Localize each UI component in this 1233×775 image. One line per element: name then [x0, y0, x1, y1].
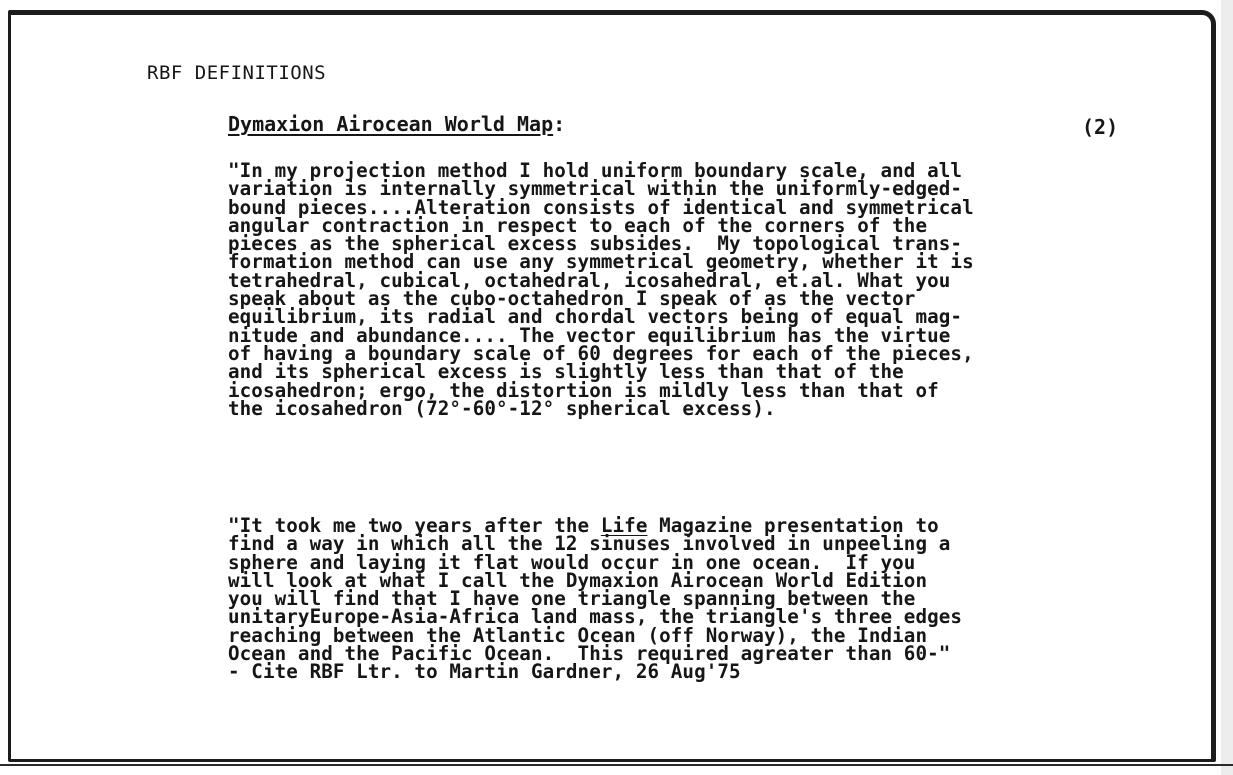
magazine-title: Life: [600, 514, 648, 537]
entry-title-colon: :: [553, 112, 566, 136]
bottom-rule: [0, 764, 1233, 766]
quote-paragraph-1: [228, 159, 974, 420]
quote-line: find a way in which all the 12 sinuses involved in unpeeling a: [228, 532, 951, 556]
quote-line: speak about as the cubo-octahedron I speak of as the vector: [228, 287, 916, 311]
quote-line: icosahedron; ergo, the distortion is mildly less than that of: [228, 378, 939, 402]
quote-line-start: "It took me two years after the: [228, 514, 601, 537]
quote-line: variation is internally symmetrical within the uniformly-edged-: [228, 177, 963, 201]
quote-line: bound pieces....Alteration consists of identical and symmetrical: [228, 195, 974, 219]
quote-line: sphere and laying it flat would occur in one ocean. If you: [228, 550, 916, 574]
quote-line: reaching between the Atlantic Ocean (off Norway), the Indian: [228, 623, 928, 647]
quote-line: formation method can use any symmetrical geometry, whether it is: [228, 250, 974, 274]
document-heading: RBF DEFINITIONS: [147, 62, 327, 84]
quote-line: angular contraction in respect to each of the corners of the: [228, 213, 928, 237]
quote-line: tetrahedral, cubical, octahedral, icosahedral, et.al. What you: [228, 268, 951, 292]
quote-line: and its spherical excess is slightly less than that of the: [228, 360, 904, 384]
quote-line: "In my projection method I hold uniform boundary scale, and all: [228, 159, 963, 182]
entry-title-text: Dymaxion Airocean World Map: [228, 112, 554, 136]
quote-line: unitaryEurope-Asia-Africa land mass, the triangle's three edges: [228, 605, 963, 629]
quote-line: of having a boundary scale of 60 degrees for each of the pieces,: [228, 341, 974, 365]
quote-paragraph-2: [228, 514, 963, 684]
quote-line: equilibrium, its radial and chordal vectors being of equal mag-: [228, 305, 963, 329]
page-edge-shadow: [1221, 0, 1233, 775]
page-number: (2): [1082, 115, 1119, 139]
quote-line: pieces as the spherical excess subsides. My topological trans-: [228, 232, 963, 256]
quote-line: will look at what I call the Dymaxion Airocean World Edition: [228, 568, 928, 592]
quote-line-end: Magazine presentation to: [647, 514, 939, 537]
entry-title: [228, 112, 565, 136]
quote-line: nitude and abundance.... The vector equilibrium has the virtue: [228, 323, 951, 347]
quote-line: you will find that I have one triangle spanning between the: [228, 587, 916, 611]
citation-line: - Cite RBF Ltr. to Martin Gardner, 26 Aug'75: [228, 660, 741, 684]
quote-line: the icosahedron (72°-60°-12° spherical excess).: [228, 396, 776, 420]
quote-line: Ocean and the Pacific Ocean. This required agreater than 60-": [228, 642, 951, 666]
